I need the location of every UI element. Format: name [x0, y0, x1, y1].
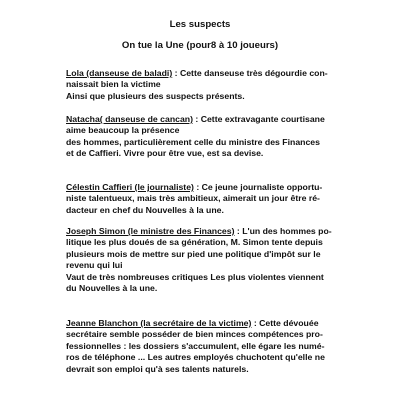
suspect-name: Natacha( danseuse de cancan) — [66, 114, 193, 124]
suspect-name: Jeanne Blanchon (la secrétaire de la victime) — [66, 318, 252, 328]
description-line: : Cette dévouée — [251, 318, 319, 328]
document-subtitle: On tue la Une (pour8 à 10 joueurs) — [121, 40, 279, 51]
suspect-name: Joseph Simon (le ministre des Finances) — [66, 226, 235, 236]
description-line: niste talentueux, mais très ambitieux, aimerait un jour être ré- — [66, 193, 320, 204]
description-line: Ainsi que plusieurs des suspects présents. — [66, 90, 245, 101]
description-line: : Cette extravagante courtisane — [192, 114, 325, 124]
description-line: : L'un des hommes po- — [234, 226, 332, 236]
description-line: plusieurs mois de mettre sur pied une politique d'impôt sur le — [66, 248, 321, 259]
description-line: aime beaucoup la présence — [66, 125, 180, 136]
description-line: ros de téléphone ... Les autres employés chuchotent qu'elle ne — [66, 352, 325, 363]
description-line: et de Caffieri. Vivre pour être vue, est sa devise. — [66, 148, 264, 159]
description-line: secrétaire semble posséder de bien minces compétences pro- — [66, 329, 323, 340]
description-line: dacteur en chef du Nouvelles à la une. — [66, 204, 224, 215]
suspect-entry-lola — [66, 68, 366, 102]
entry-first-line — [66, 182, 366, 193]
suspect-entry-natacha — [66, 114, 366, 160]
entry-first-line — [66, 226, 366, 237]
description-line: : Cette danseuse très dégourdie con- — [172, 68, 328, 78]
entry-first-line — [66, 114, 366, 125]
description-line: revenu qui lui — [66, 260, 123, 271]
description-line: litique les plus doués de sa génération, M. Simon tente depuis — [66, 237, 323, 248]
description-line: naissait bien la victime — [66, 79, 161, 90]
description-line: : Ce jeune journaliste opportu- — [193, 182, 323, 192]
description-line: Vaut de très nombreuses critiques Les plus violentes viennent — [66, 271, 324, 282]
description-line: devrait son emploi qu'à ses talents naturels. — [66, 363, 249, 374]
document-title: Les suspects — [169, 19, 231, 30]
suspect-name: Lola (danseuse de baladi) — [66, 68, 173, 78]
entry-first-line — [66, 68, 366, 79]
suspect-entry-jeanne-blanchon — [66, 318, 366, 375]
suspect-entry-joseph-simon — [66, 226, 366, 294]
entry-first-line — [66, 318, 366, 329]
description-line: du Nouvelles à la une. — [66, 283, 158, 294]
suspect-entry-celestin-caffieri — [66, 182, 366, 216]
description-line: des hommes, particulièrement celle du ministre des Finances — [66, 136, 320, 147]
suspect-name: Célestin Caffieri (le journaliste) — [66, 182, 194, 192]
description-line: fessionnelles : les dossiers s'accumulent, elle égare les numé- — [66, 340, 325, 351]
